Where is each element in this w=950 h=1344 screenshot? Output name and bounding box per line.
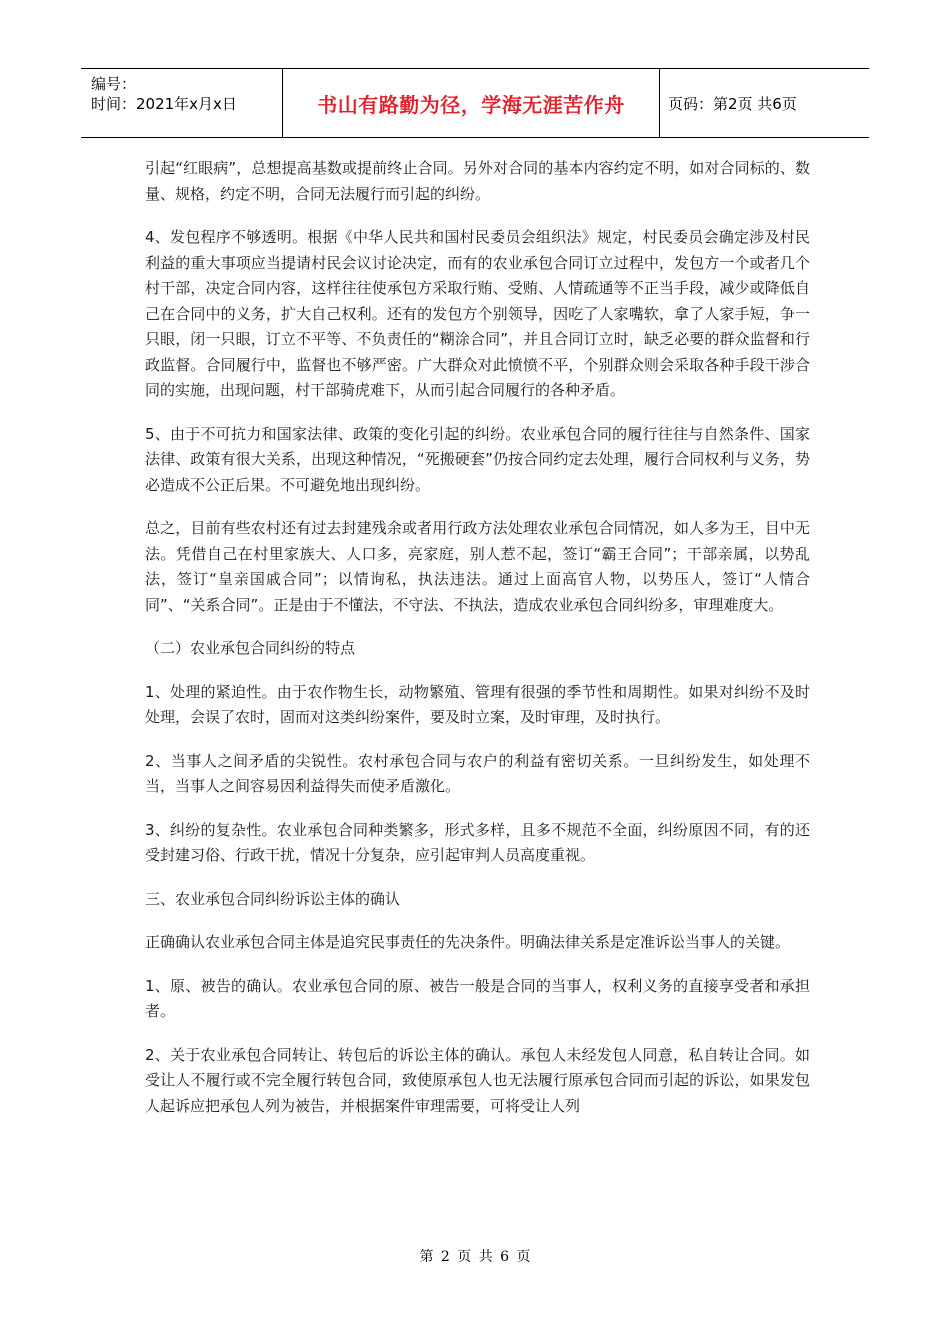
- section-heading: 三、农业承包合同纠纷诉讼主体的确认: [145, 889, 401, 908]
- paragraph: 5、由于不可抗力和国家法律、政策的变化引起的纠纷。农业承包合同的履行往往与自然条件、国家法律、政策有很大关系，出现这种情况，“死搬硬套”仍按合同约定去处理，履行合同权利与义务，势必造成不公正后果。不可避免地出现纠纷。: [145, 424, 810, 494]
- header-page-cell: [660, 69, 869, 137]
- header-page-info: 页码：第2页 共6页: [668, 94, 797, 113]
- section-heading: （二）农业承包合同纠纷的特点: [145, 639, 356, 657]
- paragraph: 引起“红眼病”，总想提高基数或提前终止合同。另外对合同的基本内容约定不明，如对合同标的、数量、规格，约定不明，合同无法履行而引起的纠纷。: [145, 159, 810, 203]
- document-date: 时间：2021年x月x日: [91, 95, 237, 113]
- header-motto: 书山有路勤为径，学海无涯苦作舟: [317, 92, 625, 117]
- header-meta-cell: [81, 69, 283, 137]
- document-body: [145, 156, 810, 1137]
- paragraph: 1、原、被告的确认。农业承包合同的原、被告一般是合同的当事人，权利义务的直接享受者和承担者。: [145, 976, 810, 1020]
- page-footer: 第 2 页 共 6 页: [419, 1249, 531, 1265]
- paragraph: 总之，目前有些农村还有过去封建残余或者用行政方法处理农业承包合同情况，如人多为王，目中无法。凭借自己在村里家族大、人口多，亮家庭，别人惹不起，签订“霸王合同”；干部亲属，以势乱法，签订“皇亲国戚合同”；以情询私，执法违法。通过上面高官人物，以势压人，签订“人情合同”、“关系合同”。正是由于不懂法，不守法、不执法，造成农业承包合同纠纷多，审理难度大。: [145, 519, 810, 614]
- document-number-label: 编号：: [91, 75, 137, 93]
- paragraph: 1、处理的紧迫性。由于农作物生长，动物繁殖、管理有很强的季节性和周期性。如果对纠纷不及时处理，会误了农时，固而对这类纠纷案件，要及时立案，及时审理，及时执行。: [145, 682, 810, 726]
- page-header: [81, 68, 869, 138]
- paragraph: 正确确认农业承包合同主体是追究民事责任的先决条件。明确法律关系是定准诉讼当事人的关键。: [145, 933, 791, 951]
- paragraph: 4、发包程序不够透明。根据《中华人民共和国村民委员会组织法》规定，村民委员会确定涉及村民利益的重大事项应当提请村民会议讨论决定，而有的农业承包合同订立过程中，发包方一个或者几个村干部，决定合同内容，这样往往使承包方采取行贿、受贿、人情疏通等不正当手段，减少或降低自己在合同中的义务，扩大自己权利。还有的发包方个别领导，因吃了人家嘴软，拿了人家手短，争一只眼，闭一只眼，订立不平等、不负责任的“糊涂合同”，并且合同订立时，缺乏必要的群众监督和行政监督。合同履行中，监督也不够严密。广大群众对此愤愤不平，个别群众则会采取各种手段干涉合同的实施，出现问题，村干部骑虎难下，从而引起合同履行的各种矛盾。: [145, 228, 810, 399]
- paragraph: 3、纠纷的复杂性。农业承包合同种类繁多，形式多样，且多不规范不全面，纠纷原因不同，有的还受封建习俗、行政干扰，情况十分复杂，应引起审判人员高度重视。: [145, 820, 810, 864]
- paragraph: 2、当事人之间矛盾的尖锐性。农村承包合同与农户的利益有密切关系。一旦纠纷发生，如处理不当，当事人之间容易因利益得失而使矛盾激化。: [145, 751, 810, 795]
- header-motto-cell: [283, 69, 660, 137]
- paragraph: 2、关于农业承包合同转让、转包后的诉讼主体的确认。承包人未经发包人同意，私自转让合同。如受让人不履行或不完全履行转包合同，致使原承包人也无法履行原承包合同而引起的诉讼，如果发包人起诉应把承包人列为被告，并根据案件审理需要，可将受让人列: [145, 1045, 810, 1115]
